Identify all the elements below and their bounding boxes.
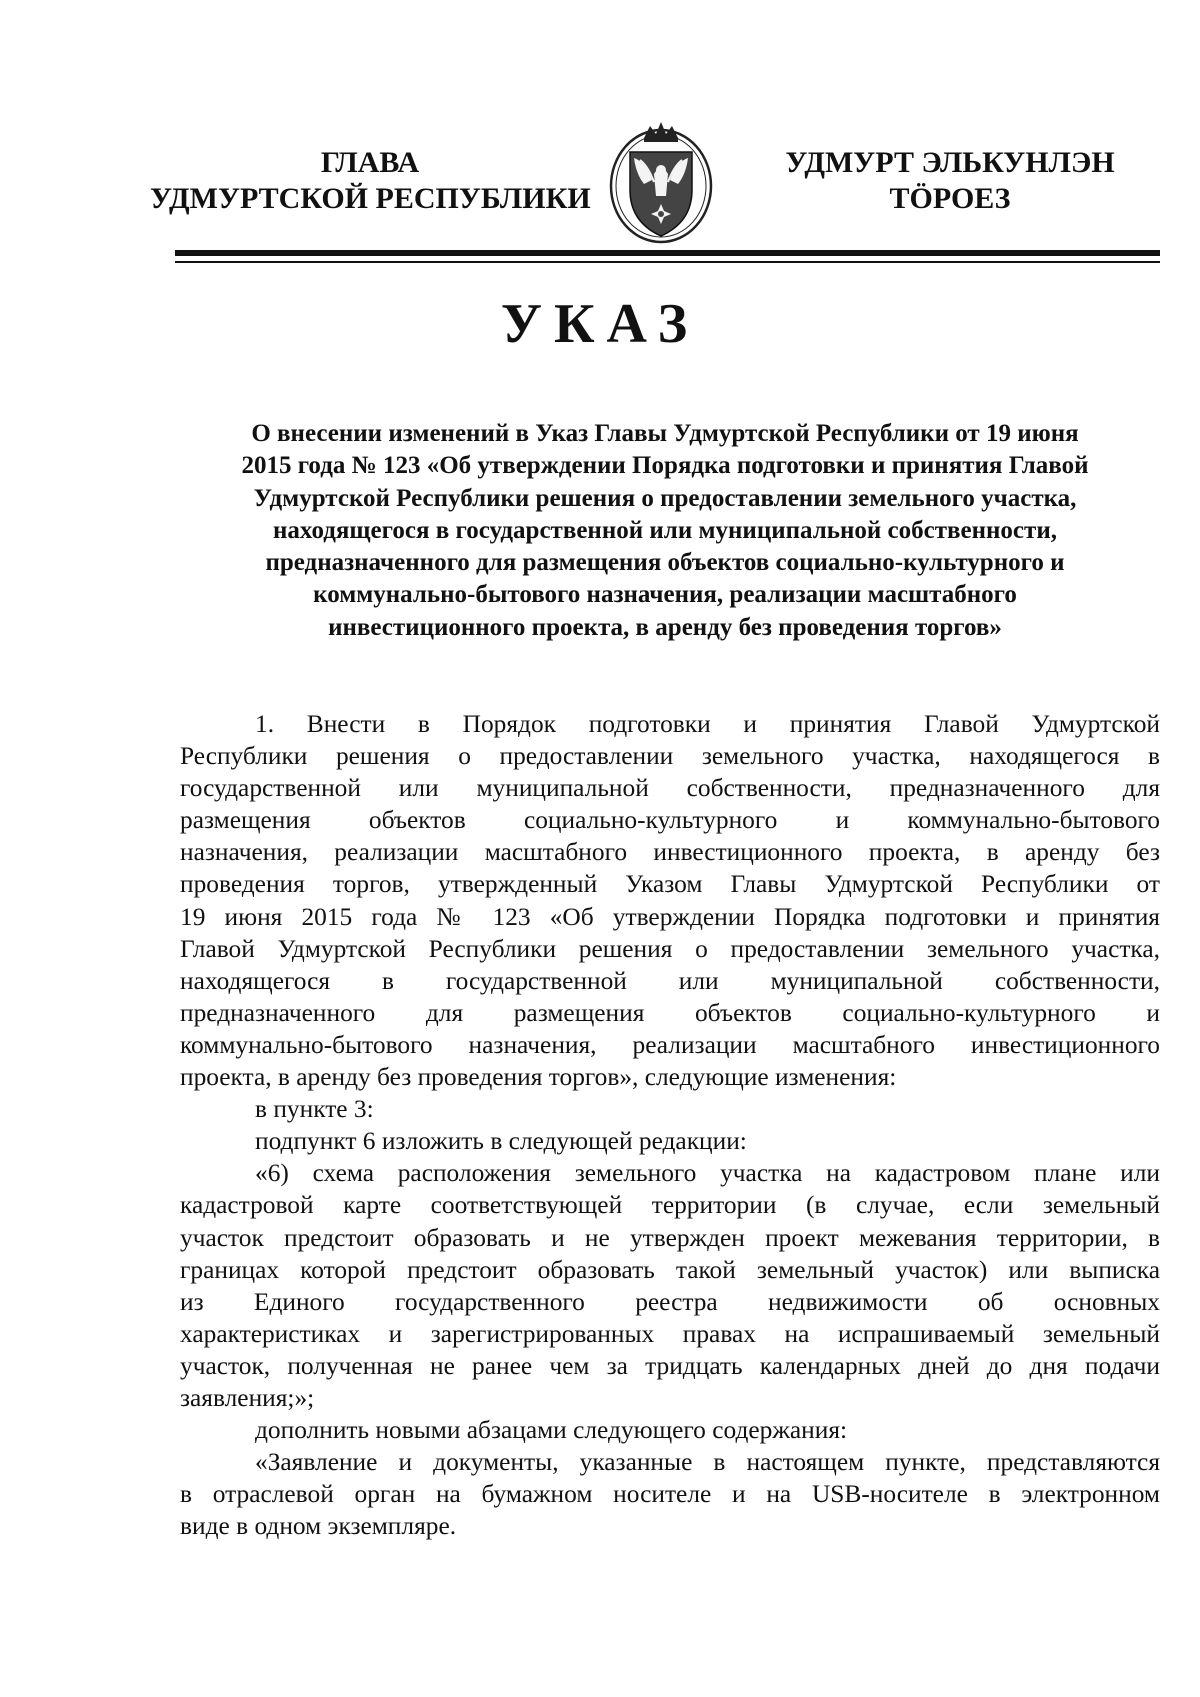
body-line: 1. Внести в Порядок подготовки и принятия Главой Удмуртской xyxy=(255,710,1160,738)
body-line: государственной или муниципальной собственности, предназначенного для xyxy=(180,774,1160,803)
body-line: проекта, в аренду без проведения торгов», следующие изменения: xyxy=(180,1063,897,1092)
subject-line: 2015 года № 123 «Об утверждении Порядка подготовки и принятия Главой xyxy=(241,452,1089,480)
body-line: размещения объектов социально-культурного и коммунально-бытового xyxy=(180,806,1160,835)
header-left-line-1: ГЛАВА xyxy=(320,146,420,179)
document-title: УКАЗ xyxy=(500,293,700,355)
body-line: из Единого государственного реестра недвижимости об основных xyxy=(180,1287,1160,1316)
body-line: коммунально-бытового назначения, реализации масштабного инвестиционного xyxy=(180,1030,1160,1059)
header-rule-thick xyxy=(175,250,1160,256)
body-line: кадастровой карте соответствующей территории (в случае, если земельный xyxy=(180,1191,1160,1220)
body-paragraph xyxy=(180,708,1160,1093)
header-left-line-2: УДМУРТСКОЙ РЕСПУБЛИКИ xyxy=(150,182,591,215)
subject-line: коммунально-бытового назначения, реализации масштабного xyxy=(313,581,1017,609)
body-line: подпункт 6 изложить в следующей редакции: xyxy=(255,1127,747,1156)
subject-line: О внесении изменений в Указ Главы Удмуртской Республики от 19 июня xyxy=(251,420,1079,447)
body-line: «Заявление и документы, указанные в настоящем пункте, представляются xyxy=(255,1448,1160,1477)
header-left xyxy=(150,145,590,217)
subject-line: Удмуртской Республики решения о предоставлении земельного участка, xyxy=(253,484,1077,512)
document-body xyxy=(180,708,1160,1542)
subject-line: предназначенного для размещения объектов социально-культурного и xyxy=(265,549,1065,577)
body-line: дополнить новыми абзацами следующего содержания: xyxy=(255,1416,848,1445)
body-line: виде в одном экземпляре. xyxy=(180,1512,457,1541)
header-right-line-1: УДМУРТ ЭЛЬКУНЛЭН xyxy=(785,146,1115,179)
body-line: Республики решения о предоставлении земельного участка, находящегося в xyxy=(180,742,1160,771)
document-subject xyxy=(170,418,1160,644)
body-line: 19 июня 2015 года № 123 «Об утверждении Порядка подготовки и принятия xyxy=(180,902,1160,931)
header-right xyxy=(760,145,1140,217)
subject-line: находящегося в государственной или муниципальной собственности, xyxy=(273,516,1057,544)
body-line: границах которой предстоит образовать такой земельный участок) или выписка xyxy=(180,1255,1160,1284)
subject-line: инвестиционного проекта, в аренду без проведения торгов» xyxy=(328,613,1002,641)
header-rule-thin xyxy=(175,261,1160,263)
body-paragraph xyxy=(180,1093,1160,1125)
body-line: характеристиках и зарегистрированных правах на испрашиваемый земельный xyxy=(180,1319,1160,1348)
body-paragraph xyxy=(180,1125,1160,1157)
body-paragraph xyxy=(180,1414,1160,1446)
body-line: находящегося в государственной или муниципальной собственности, xyxy=(180,966,1160,995)
body-line: участок предстоит образовать и не утвержден проект межевания территории, в xyxy=(180,1223,1160,1252)
body-line: «6) схема расположения земельного участка на кадастровом плане или xyxy=(255,1159,1160,1188)
body-line: проведения торгов, утвержденный Указом Главы Удмуртской Республики от xyxy=(180,870,1160,899)
body-paragraph xyxy=(180,1446,1160,1542)
header-right-line-2: ТӦРОЕЗ xyxy=(889,182,1011,215)
body-line: заявления;»; xyxy=(180,1383,315,1412)
body-line: назначения, реализации масштабного инвестиционного проекта, в аренду без xyxy=(180,838,1160,867)
body-line: в пункте 3: xyxy=(255,1095,374,1124)
body-line: в отраслевой орган на бумажном носителе и на USB-носителе в электронном xyxy=(180,1480,1160,1509)
coat-of-arms-icon xyxy=(600,118,722,248)
body-line: участок, полученная не ранее чем за тридцать календарных дней до дня подачи xyxy=(180,1351,1160,1380)
body-line: предназначенного для размещения объектов социально-культурного и xyxy=(180,998,1160,1027)
body-line: Главой Удмуртской Республики решения о предоставлении земельного участка, xyxy=(180,934,1160,963)
body-paragraph xyxy=(180,1157,1160,1414)
